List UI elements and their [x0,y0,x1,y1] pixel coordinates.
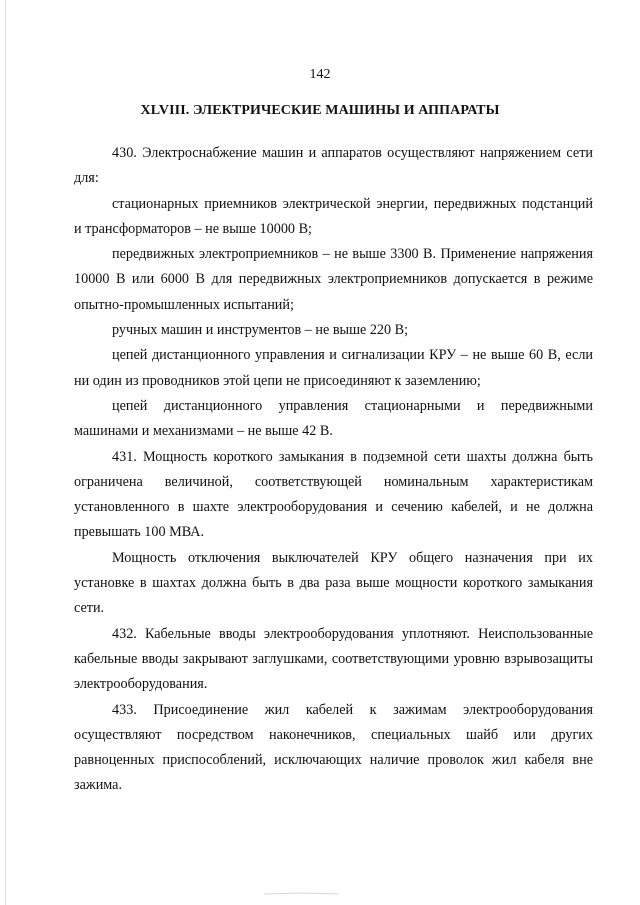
paragraph-432: 432. Кабельные вводы электрооборудования уплотняют. Неиспользованные кабельные вводы закрывают заглушками, соответствующими уровню взрывозащиты электрооборудования. [74,625,593,693]
paragraph-hand-tools: ручных машин и инструментов – не выше 220 В; [112,322,409,339]
page-number: 142 [309,67,331,82]
paragraph-mobile-receivers: передвижных электроприемников – не выше 3300 В. Применение напряжения 10000 В или 6000 В для передвижных электроприемников допускается в режиме опытно-промышленных испытаний; [74,246,593,313]
scan-artifact-mark [262,890,340,896]
paragraph-breaker-capacity: Мощность отключения выключателей КРУ общего назначения при их установке в шахтах должна быть в два раза выше мощности короткого замыкания сети. [74,549,593,617]
paragraph-stationary-receivers: стационарных приемников электрической энергии, передвижных подстанций и трансформаторов – не выше 10000 В; [74,195,593,237]
document-body [74,141,593,799]
scan-edge-line [5,0,6,905]
section-title: XLVIII. ЭЛЕКТРИЧЕСКИЕ МАШИНЫ И АППАРАТЫ [140,103,500,118]
paragraph-remote-control-circuits: цепей дистанционного управления стационарными и передвижными машинами и механизмами – не выше 42 В. [74,397,593,440]
paragraph-433: 433. Присоединение жил кабелей к зажимам электрооборудования осуществляют посредством наконечников, специальных шайб или других равноценных приспособлений, исключающих наличие проволок жил кабеля вне зажима. [74,701,593,794]
paragraph-430-intro: 430. Электроснабжение машин и аппаратов осуществляют напряжением сети для: [74,145,593,187]
paragraph-431: 431. Мощность короткого замыкания в подземной сети шахты должна быть ограничена величиной, соответствующей номинальным характеристикам установленного в шахте электрооборудования и сечению кабелей, и не должна превышать 100 МВА. [74,448,593,541]
paragraph-kru-control-circuits: цепей дистанционного управления и сигнализации КРУ – не выше 60 В, если ни один из проводников этой цепи не присоединяют к заземлению; [74,347,593,389]
